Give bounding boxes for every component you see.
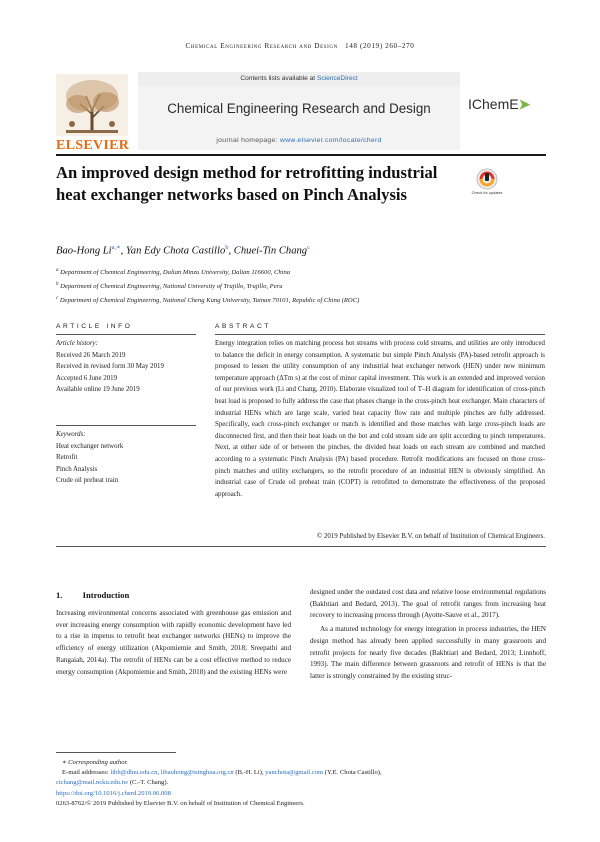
- icheme-logo-text: IChemE: [468, 96, 519, 112]
- email-link[interactable]: yanchota@gmail.com: [265, 769, 324, 777]
- article-history: [56, 338, 194, 396]
- intro-column-2: [310, 587, 546, 683]
- email-owner: (C.-T. Chang).: [129, 779, 169, 787]
- keywords-divider: [56, 425, 196, 426]
- affiliation: $^b$ Department of Chemical Engineering, National University of Trujillo, Trujillo, Peru: [56, 282, 283, 291]
- running-header-citation: 148 (2019) 260–270: [345, 42, 415, 50]
- author-name: Yan Edy Chota Castillo: [125, 245, 226, 257]
- section-title: Introduction: [82, 590, 130, 600]
- abstract-copyright: © 2019 Published by Elsevier B.V. on behalf of Institution of Chemical Engineers.: [316, 533, 545, 540]
- icheme-logo: [468, 96, 546, 113]
- elsevier-wordmark: ELSEVIER: [56, 138, 130, 153]
- check-for-updates-button[interactable]: [471, 168, 503, 200]
- author-name: Chuei-Tin Chang: [233, 245, 308, 257]
- intro-paragraph: As a matured technology for energy integration in process industries, the HEN design method has already been applied successfully in many grassroots and retrofit projects for nearly five decades (Bakhtiari and Bedard, 2013; Linnhoff, 1993). The main difference between grassroots and retrofit of HENs is that the latter is strongly constrained by the existing struc-: [310, 625, 546, 680]
- email-addresses-cont: [56, 778, 546, 788]
- footnotes: [56, 758, 546, 809]
- keyword: Crude oil preheat train: [56, 477, 119, 485]
- email-link[interactable]: libh@dlnu.edu.cn: [110, 769, 158, 777]
- keyword: Retrofit: [56, 454, 78, 462]
- email-link[interactable]: ctchang@mail.ncku.edu.tw: [56, 779, 129, 787]
- article-info-label: ARTICLE INFO: [56, 323, 133, 330]
- article-info-divider: [56, 334, 196, 335]
- keyword: Heat exchanger network: [56, 442, 124, 450]
- homepage-link[interactable]: www.elsevier.com/locate/cherd: [279, 137, 382, 144]
- author-affiliation-mark[interactable]: b: [225, 244, 229, 251]
- keyword: Pinch Analysis: [56, 465, 98, 473]
- keywords-heading: Keywords:: [56, 431, 86, 438]
- abstract-body: Energy integration relies on matching process hot streams with process cold streams, and utilities are only introduced to balance the deficit in energy consumption. A systematic but simple Pinch Analysis (PA)-based retrofit approach is proposed to lessen the utility consumption of any industrial heat exchanger network (HEN) under new minimum temperature approach (ΔTm s) at the cost of minor capital investment. This work is an extended and improved version of our previous work (Li and Chang, 2010). Elaborate visualized tool of T–H diagram for identification of cross-pinch heat load is proposed to fully address the case that phases change in the cross-pinch heat exchanger. Main characters of industrial HENs which are large scale, varied heat capacity flow rate and multiple pinches are fully addressed. Specifically, each cross-pinch exchanger or match is identified and those matches with large cross-pinch loads are disconnected first, and then their heat loads on the hot and cold stream side are split according to pinch temperatures. Next, at either side of or between the pinches, the divided heat loads on each stream are combined and matched according to a systematic Pinch Analysis (PA) based procedure. Retrofit modifications are focused on those cross-pinch matches and utility exchangers, so the retrofit procedure of an industrial HEN is obviously simplified. An industrial case of Crude oil preheat train (COPT) is retrofitted to demonstrate the effectiveness of the proposed approach.: [215, 340, 545, 498]
- author-name: Bao-Hong Li: [56, 245, 112, 257]
- abstract-label: ABSTRACT: [215, 323, 271, 330]
- history-entry: Received 26 March 2019: [56, 351, 126, 359]
- running-header: [0, 42, 600, 50]
- email-addresses: E-mail addresses: libh@dlnu.edu.cn, libaohong@tsinghua.org.cn (B.-H. Li), yanchota@gmail.com (Y.E. Chota Castillo),: [62, 769, 382, 777]
- homepage-prefix: journal homepage:: [216, 137, 278, 144]
- email-label: E-mail addresses:: [62, 769, 109, 777]
- keywords: [56, 429, 194, 487]
- author-list: Bao-Hong $Li^{a,∗}$, Yan Edy Chota Castillo$^b$, Chuei-Tin Chang$^c$: [56, 244, 310, 257]
- paper-title: An improved design method for retrofitting industrial heat exchanger networks based on Pinch Analysis: [56, 163, 438, 204]
- running-header-journal: Chemical Engineering Research and Design: [185, 42, 338, 50]
- intro-paragraph: designed under the outdated cost data and relative loose environmental regulations (Bakhtiari and Bedard, 2013). The goal of retrofit ranges from increasing heat recovery to increasing process through (Ayotte-Sauve et al., 2017).: [310, 588, 546, 620]
- article-history-heading: Article history:: [56, 340, 98, 347]
- author-affiliation-mark[interactable]: c: [307, 244, 310, 251]
- affiliation: $^c$ Department of Chemical Engineering, National Cheng Kung University, Tainan 70101, Republic of China (ROC): [56, 296, 360, 305]
- email-link[interactable]: libaohong@tsinghua.org.cn: [160, 769, 234, 777]
- doi-link[interactable]: https://doi.org/10.1016/j.cherd.2019.06.008: [56, 789, 171, 797]
- corresponding-author-note: ∗ Corresponding author.: [62, 759, 128, 766]
- sciencedirect-link[interactable]: ScienceDirect: [316, 75, 358, 82]
- email-owner: (B.-H. Li),: [235, 769, 264, 777]
- email-owner: (Y.E. Chota Castillo),: [324, 769, 382, 777]
- history-entry: Accepted 6 June 2019: [56, 374, 118, 382]
- contents-prefix: Contents lists available at: [240, 75, 316, 82]
- journal-homepage: [138, 137, 460, 144]
- footnote-divider: [56, 752, 176, 753]
- check-updates-label: Check for updates: [471, 191, 503, 195]
- affiliation-list: [56, 265, 546, 308]
- author-affiliation-mark[interactable]: a,∗: [111, 244, 121, 251]
- journal-title: Chemical Engineering Research and Design: [167, 101, 431, 116]
- abstract-bottom-divider: [56, 546, 546, 547]
- abstract-divider: [215, 334, 545, 335]
- affiliation: $^a$ Department of Chemical Engineering, Dalian Minzu University, Dalian 116600, China: [56, 268, 291, 277]
- issn-line: 0263-8762/© 2019 Published by Elsevier B.V. on behalf of Institution of Chemical Engineers.: [56, 799, 305, 807]
- icheme-logo-mark: ➤: [518, 96, 531, 112]
- section-heading-introduction: [56, 590, 129, 600]
- intro-column-1: Increasing environmental concerns associated with greenhouse gas emission and ever increasing energy consumption with rapidly economic development have led to a rise in impetus to retrofit heat exchanger networks (HENs) to improve the efficiency of energy utilization (Akpomiemie and Smith, 2018; Sreepathi and Rangaiah, 2014a). The retrofit of HENs can be a cost effective method to reduce energy consumption (Akpomiemie and Smith, 2018) and the existing HENs were: [56, 609, 291, 676]
- section-number: 1.: [56, 590, 63, 600]
- history-entry: Received in revised form 30 May 2019: [56, 363, 164, 371]
- history-entry: Available online 19 June 2019: [56, 386, 140, 394]
- contents-availability: [138, 72, 460, 86]
